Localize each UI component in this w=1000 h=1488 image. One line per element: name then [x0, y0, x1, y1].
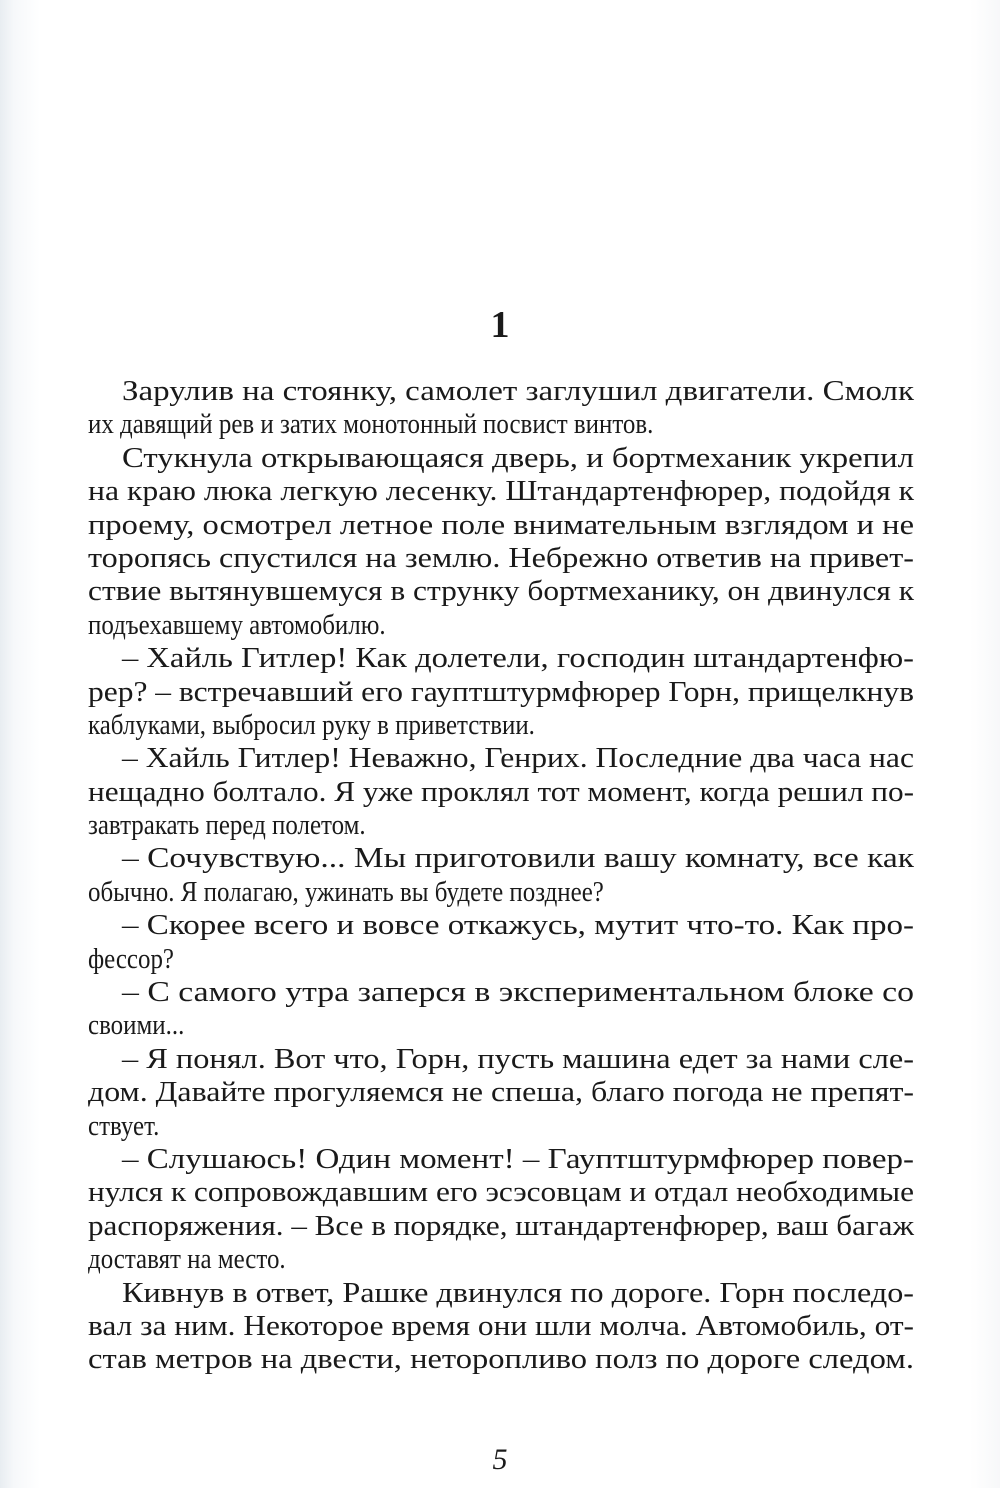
text-line: – Хайль Гитлер! Как долетели, господин штандартенфю-	[122, 642, 915, 675]
text-line: завтракать перед полетом.	[88, 809, 366, 842]
text-line: каблуками, выбросил руку в приветствии.	[88, 708, 535, 741]
text-line: Кивнув в ответ, Рашке двинулся по дороге. Горн последо-	[122, 1276, 914, 1309]
text-line: проему, осмотрел летное поле внимательным взглядом и не	[88, 508, 914, 541]
text-line: став метров на двести, неторопливо полз по дороге следом.	[88, 1343, 914, 1376]
text-line: нулся к сопровождавшим его эсэсовцам и отдал необходимые	[88, 1176, 914, 1209]
text-line: Стукнула открывающаяся дверь, и бортмеханик укрепил	[122, 441, 914, 474]
text-line: дом. Давайте прогуляемся не спеша, благо погода не препят-	[88, 1076, 914, 1109]
text-line: – Я понял. Вот что, Горн, пусть машина едет за нами сле-	[122, 1042, 914, 1075]
text-line: Зарулив на стоянку, самолет заглушил двигатели. Смолк	[122, 375, 914, 407]
text-line: ствие вытянувшемуся в струнку бортмеханику, он двинулся к	[88, 575, 915, 608]
text-line: подъехавшему автомобилю.	[88, 608, 386, 641]
text-line: доставят на место.	[88, 1243, 286, 1276]
text-line: вал за ним. Некоторое время они шли молча. Автомобиль, от-	[88, 1309, 914, 1342]
text-line: их давящий рев и затих монотонный посвист винтов.	[88, 408, 654, 441]
text-line: распоряжения. – Все в порядке, штандартенфюрер, ваш багаж	[88, 1209, 915, 1242]
text-line: торопясь спустился на землю. Небрежно ответив на привет-	[88, 541, 914, 574]
text-line: на краю люка легкую лесенку. Штандартенфюрер, подойдя к	[88, 475, 914, 508]
chapter-number: 1	[490, 304, 510, 346]
text-line: фессор?	[88, 942, 174, 975]
text-line: – Хайль Гитлер! Неважно, Генрих. Последние два часа нас	[122, 742, 914, 775]
text-line: ствует.	[88, 1109, 160, 1142]
text-line: – Слушаюсь! Один момент! – Гауптштурмфюрер повер-	[122, 1142, 914, 1175]
text-line: нещадно болтало. Я уже проклял тот момент, когда решил по-	[88, 775, 914, 808]
text-line: – С самого утра заперся в экспериментальном блоке со	[122, 976, 914, 1009]
body-text	[88, 375, 914, 1377]
text-line: рер? – встречавший его гауптштурмфюрер Горн, прищелкнув	[88, 675, 914, 708]
text-line: – Сочувствую... Мы приготовили вашу комнату, все как	[122, 842, 915, 875]
text-line: – Скорее всего и вовсе откажусь, мутит что-то. Как про-	[122, 909, 914, 942]
text-line: обычно. Я полагаю, ужинать вы будете позднее?	[88, 875, 604, 908]
page-number: 5	[492, 1443, 508, 1476]
text-line: своими...	[88, 1009, 185, 1042]
